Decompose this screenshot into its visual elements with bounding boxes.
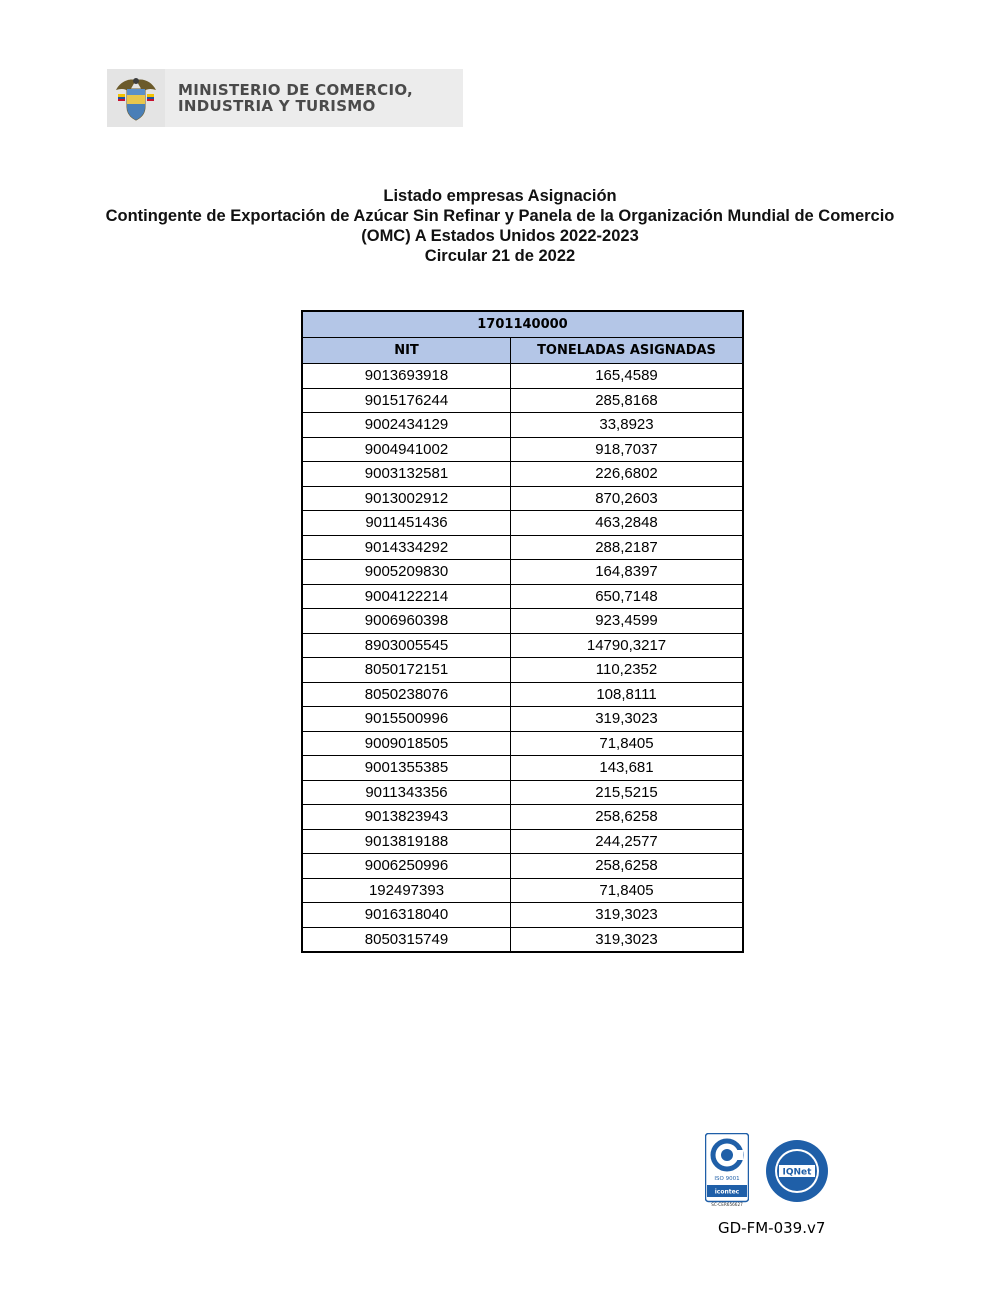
nit-cell: 9013002912 <box>302 486 511 511</box>
column-header-row <box>302 338 743 364</box>
iqnet-certification-logo <box>764 1138 830 1204</box>
table-row <box>302 364 743 389</box>
toneladas-cell: 258,6258 <box>511 805 744 830</box>
ministry-name-line1: MINISTERIO DE COMERCIO, <box>178 81 414 99</box>
nit-cell: 9004941002 <box>302 437 511 462</box>
table-row <box>302 805 743 830</box>
table-row <box>302 486 743 511</box>
toneladas-cell: 258,6258 <box>511 854 744 879</box>
table-row <box>302 609 743 634</box>
table-row <box>302 584 743 609</box>
nit-cell: 9011343356 <box>302 780 511 805</box>
tariff-code-row <box>302 311 743 338</box>
iso-label: ISO 9001 <box>714 1176 740 1182</box>
nit-cell: 8050315749 <box>302 927 511 952</box>
nit-cell: 9013819188 <box>302 829 511 854</box>
table-row <box>302 413 743 438</box>
icontec-code: SC-CER656627 <box>711 1202 743 1207</box>
nit-cell: 9014334292 <box>302 535 511 560</box>
nit-cell: 9011451436 <box>302 511 511 536</box>
toneladas-cell: 143,681 <box>511 756 744 781</box>
table-row <box>302 927 743 952</box>
nit-cell: 9009018505 <box>302 731 511 756</box>
icontec-brand: icontec <box>714 1188 740 1196</box>
table-row <box>302 854 743 879</box>
table-row <box>302 707 743 732</box>
nit-cell: 8050238076 <box>302 682 511 707</box>
nit-cell: 9004122214 <box>302 584 511 609</box>
colombia-coat-of-arms-icon <box>107 69 165 127</box>
toneladas-cell: 319,3023 <box>511 707 744 732</box>
table-row <box>302 903 743 928</box>
table-row <box>302 756 743 781</box>
nit-cell: 9015176244 <box>302 388 511 413</box>
toneladas-cell: 226,6802 <box>511 462 744 487</box>
toneladas-cell: 918,7037 <box>511 437 744 462</box>
column-header-toneladas: TONELADAS ASIGNADAS <box>511 338 744 364</box>
table-row <box>302 829 743 854</box>
toneladas-cell: 285,8168 <box>511 388 744 413</box>
nit-cell: 192497393 <box>302 878 511 903</box>
toneladas-cell: 14790,3217 <box>511 633 744 658</box>
table-row <box>302 535 743 560</box>
document-title <box>60 186 940 266</box>
nit-cell: 9016318040 <box>302 903 511 928</box>
table-row <box>302 560 743 585</box>
table-row <box>302 388 743 413</box>
toneladas-cell: 244,2577 <box>511 829 744 854</box>
title-line-3: (OMC) A Estados Unidos 2022-2023 <box>361 227 639 245</box>
nit-cell: 9002434129 <box>302 413 511 438</box>
nit-cell: 9006250996 <box>302 854 511 879</box>
allocation-table <box>301 310 744 953</box>
toneladas-cell: 215,5215 <box>511 780 744 805</box>
table-body <box>302 364 743 953</box>
nit-cell: 9005209830 <box>302 560 511 585</box>
ministry-logo <box>107 69 463 127</box>
nit-cell: 9013693918 <box>302 364 511 389</box>
table-row <box>302 878 743 903</box>
toneladas-cell: 164,8397 <box>511 560 744 585</box>
toneladas-cell: 33,8923 <box>511 413 744 438</box>
nit-cell: 9003132581 <box>302 462 511 487</box>
table-row <box>302 511 743 536</box>
table-row <box>302 780 743 805</box>
table-row <box>302 658 743 683</box>
table-row <box>302 462 743 487</box>
toneladas-cell: 319,3023 <box>511 927 744 952</box>
toneladas-cell: 650,7148 <box>511 584 744 609</box>
title-line-1: Listado empresas Asignación <box>383 187 617 205</box>
toneladas-cell: 870,2603 <box>511 486 744 511</box>
toneladas-cell: 288,2187 <box>511 535 744 560</box>
nit-cell: 8050172151 <box>302 658 511 683</box>
nit-cell: 8903005545 <box>302 633 511 658</box>
document-code: GD-FM-039.v7 <box>718 1219 826 1237</box>
toneladas-cell: 319,3023 <box>511 903 744 928</box>
title-line-2: Contingente de Exportación de Azúcar Sin Refinar y Panela de la Organización Mundial de Comercio <box>105 207 895 225</box>
iqnet-brand: IQNet <box>782 1167 812 1178</box>
title-line-4: Circular 21 de 2022 <box>424 247 576 265</box>
toneladas-cell: 110,2352 <box>511 658 744 683</box>
nit-cell: 9006960398 <box>302 609 511 634</box>
toneladas-cell: 923,4599 <box>511 609 744 634</box>
icontec-certification-logo <box>705 1133 749 1207</box>
table-row <box>302 682 743 707</box>
ministry-name <box>178 82 413 114</box>
toneladas-cell: 463,2848 <box>511 511 744 536</box>
table-row <box>302 731 743 756</box>
toneladas-cell: 165,4589 <box>511 364 744 389</box>
toneladas-cell: 71,8405 <box>511 878 744 903</box>
ministry-name-line2: INDUSTRIA Y TURISMO <box>178 97 376 115</box>
table-row <box>302 437 743 462</box>
tariff-code-header: 1701140000 <box>302 311 743 338</box>
nit-cell: 9013823943 <box>302 805 511 830</box>
table-row <box>302 633 743 658</box>
nit-cell: 9015500996 <box>302 707 511 732</box>
toneladas-cell: 108,8111 <box>511 682 744 707</box>
column-header-nit: NIT <box>302 338 511 364</box>
nit-cell: 9001355385 <box>302 756 511 781</box>
toneladas-cell: 71,8405 <box>511 731 744 756</box>
